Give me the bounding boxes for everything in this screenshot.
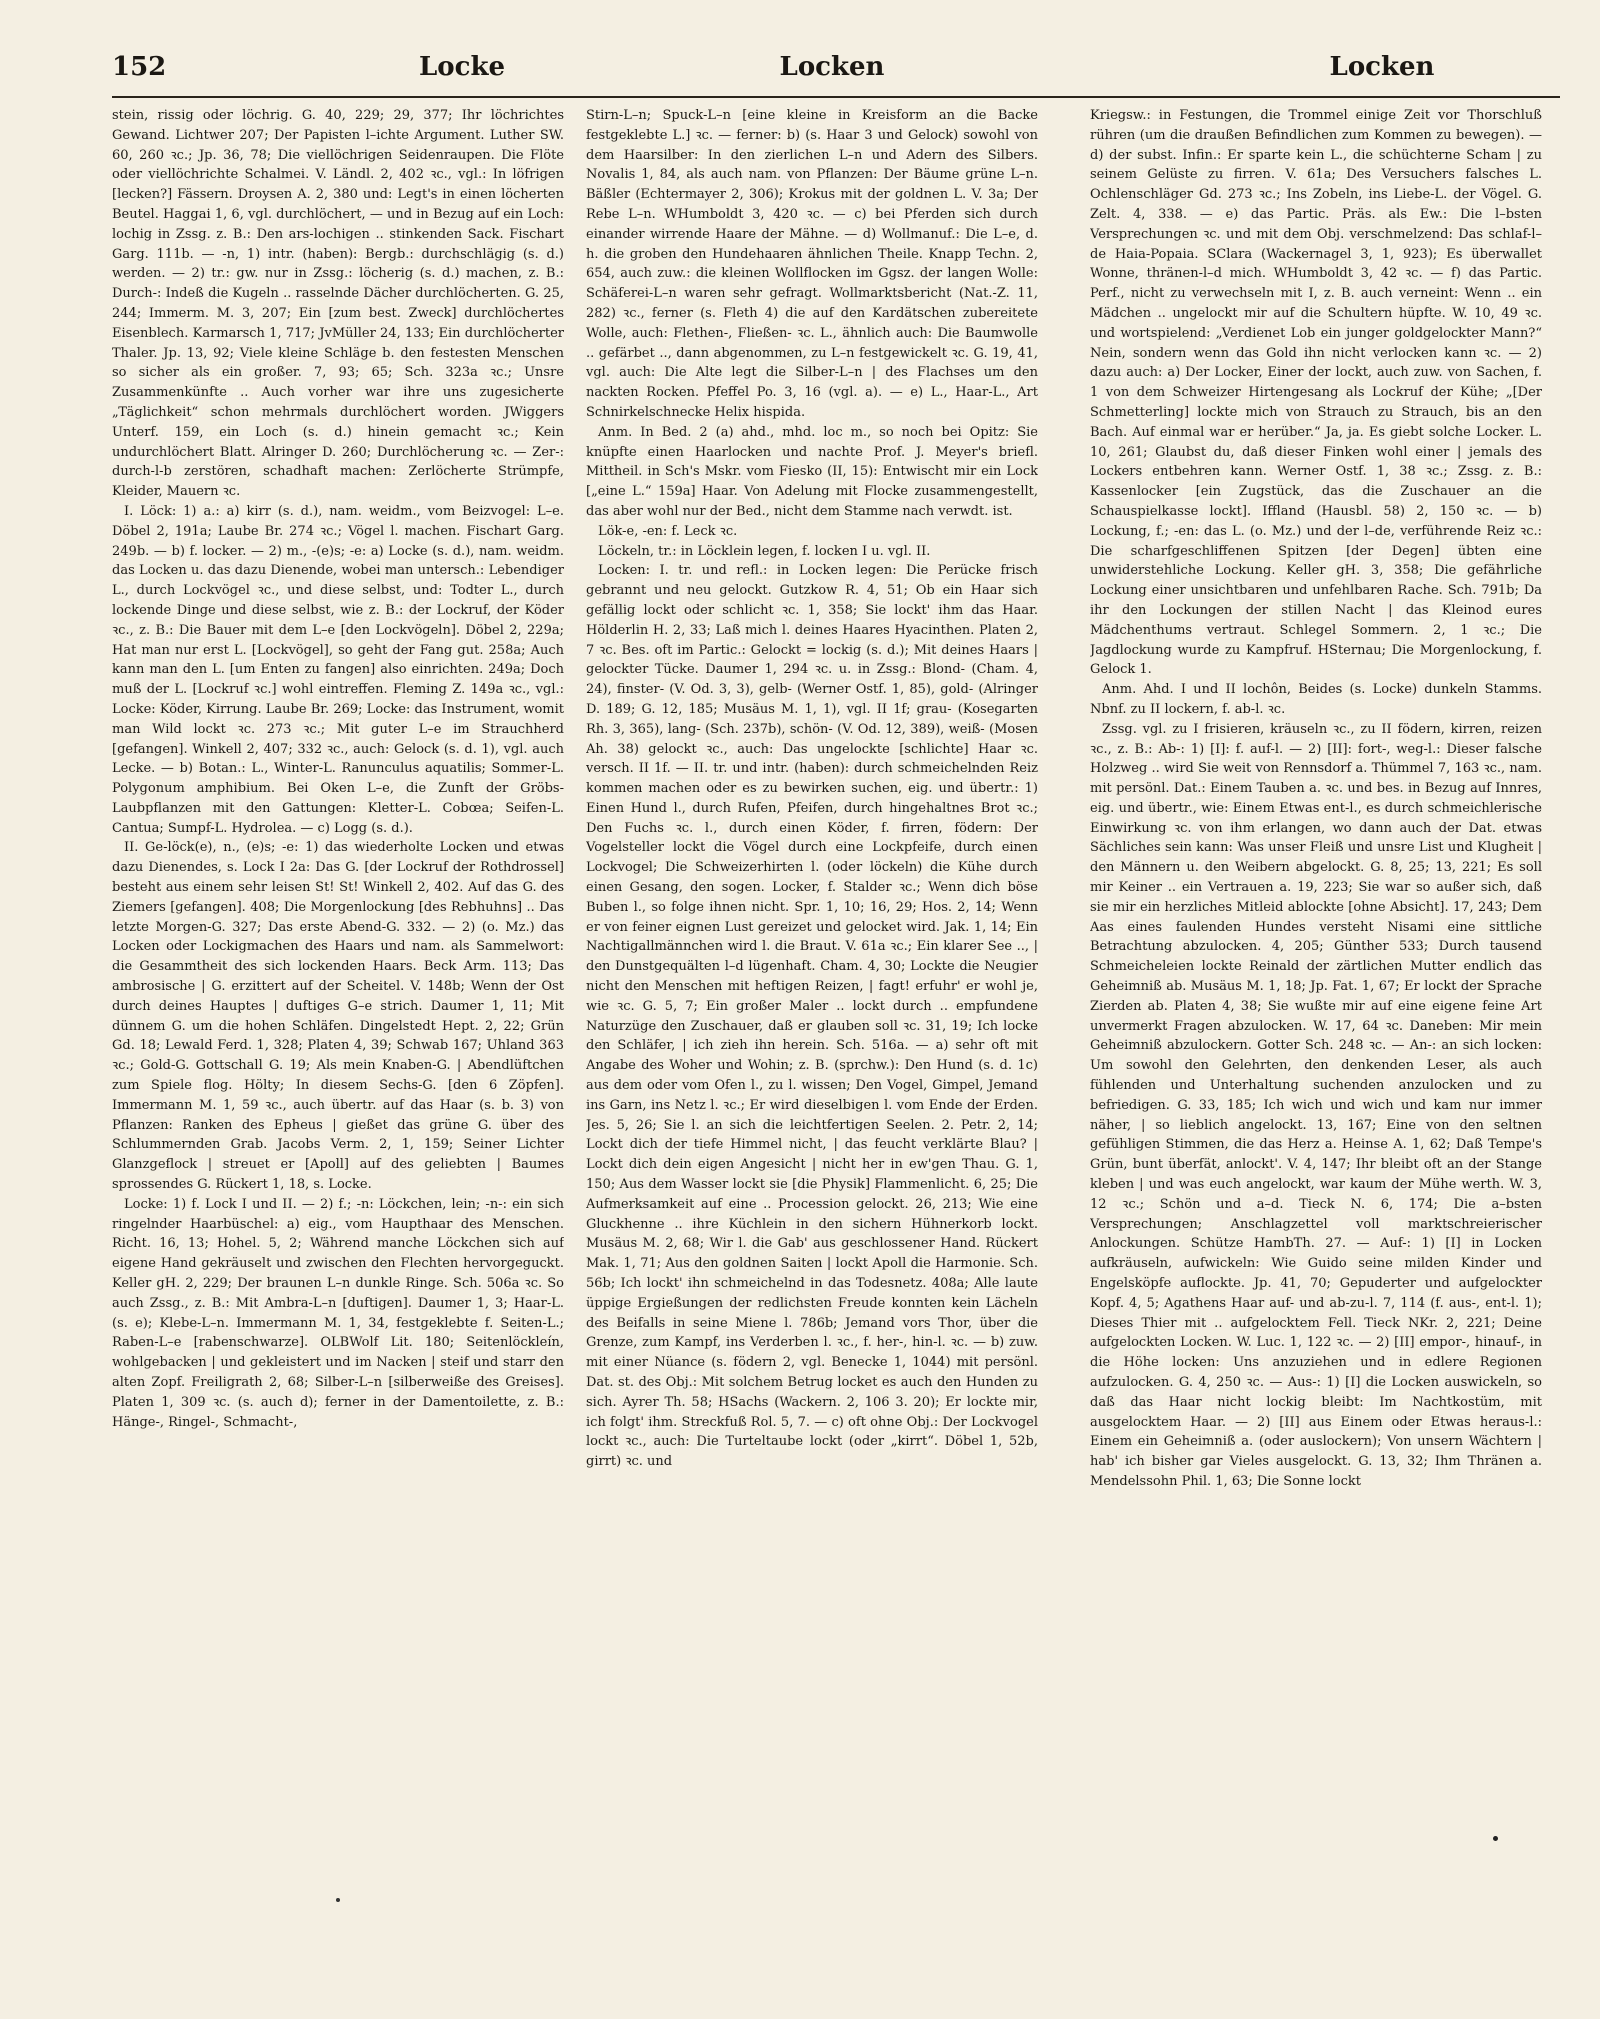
entry-paragraph: Locken: I. tr. und refl.: in Locken legen: Die Perücke frisch gebrannt und neu gelockt. Gutzkow R. 4, 51; Ob ein Haar sich gefällig lockt oder schlicht ꝛc. 1, 358; Sie lockt' ihm das Haar. Hölderlin H. 2, 33; Laß mich l. deines Haares Hyacinthen. Platen 2, 7 ꝛc. Bes. oft im Partic.: Gelockt = lockig (s. d.); Mit deines Haars | gelockter Tücke. Daumer 1, 294 ꝛc. u. in Zssg.: Blond- (Cham. 4, 24), finster- (V. Od. 3, 3), gelb- (Werner Ostf. 1, 85), gold- (Alringer D. 189; G. 12, 185; Musäus M. 1, 1), vgl. II 1f; grau- (Kosegarten Rh. 3, 365), lang- (Sch. 237b), schön- (V. Od. 12, 389), weiß- (Mosen Ah. 38) gelockt ꝛc., auch: Das ungelockte [schlichte] Haar ꝛc. versch. II 1f. — II. tr. und intr. (haben): durch schmeichelnden Reiz kommen machen oder es zu bewirken suchen, eig. und übertr.: 1) Einen Hund l., durch Rufen, Pfeifen, durch hingehaltnes Brot ꝛc.; Den Fuchs ꝛc. l., durch einen Köder, f. firren, födern: Der Vogelsteller lockt die Vögel durch eine Lockpfeife, durch einen Lockvogel; Die Schweizerhirten l. (oder löckeln) die Kühe durch einen Gesang, den sogen. Locker, f. Stalder ꝛc.; Wenn dich böse Buben l., so folge ihnen nicht. Spr. 1, 10; 16, 29; Hos. 2, 14; Wenn er von feiner eignen Lust gereizet und gelocket wird. Jak. 1, 14; Ein Nachtigallmännchen wird l. die Braut. V. 61a ꝛc.; Ein klarer See .., | den Dunstgequälten l–d lügenhaft. Cham. 4, 30; Lockte die Neugier nicht den Menschen mit heftigen Reizen, | fagt! erfuhr' er wohl je, wie ꝛc. G. 5, 7; Ein großer Maler .. lockt durch .. empfundene Naturzüge den Zuschauer, daß er glauben soll ꝛc. 31, 19; Ich locke den Schläfer, | ich zieh ihn herein. Sch. 516a. — a) sehr oft mit Angabe des Woher und Wohin; z. B. (sprchw.): Den Hund (s. d. 1c) aus dem oder vom Ofen l., zu l. wissen; Den Vogel, Gimpel, Jemand ins Garn, ins Netz l. ꝛc.; Er wird dieselbigen l. vom Ende der Erden. Jes. 5, 26; Sie l. an sich die leichtfertigen Seelen. 2. Petr. 2, 14; Lockt dich der tiefe Himmel nicht, | das feucht verklärte Blau? | Lockt dich dein eigen Angesicht | nicht her in ew'gen Thau. G. 1, 150; Aus dem Wasser lockt sie [die Physik] Flammenlicht. 6, 25; Die Aufmerksamkeit auf eine .. Procession gelockt. 26, 213; Wie eine Gluckhenne .. ihre Küchlein in den sichern Hühnerkorb lockt. Musäus M. 2, 68; Wir l. die Gab' aus geschlossener Hand. Rückert Mak. 1, 71; Aus den goldnen Saiten | lockt Apoll die Harmonie. Sch. 56b; Ich lockt' ihn schmeichelnd in das Todesnetz. 408a; Alle laute üppige Ergießungen der redlichsten Freude konnten kein Lächeln des Beifalls in seine Miene l. 786b; Jemand vors Thor, über die Grenze, zum Kampf, ins Verderben l. ꝛc., f. her-, hin-l. ꝛc. — b) zuw. mit einer Nüance (s. födern 2, vgl. Benecke 1, 1044) mit persönl. Dat. st. des Obj.: Mit solchem Betrug locket es auch den Hunden zu sich. Ayrer Th. 58; HSachs (Wackern. 2, 106 3. 20); Er lockte mir, ich folgt' ihm. Streckfuß Rol. 5, 7. — c) oft ohne Obj.: Der Lockvogel lockt ꝛc., auch: Die Turteltaube lockt (oder „kirrt“. Döbel 1, 52b, girrt) ꝛc. und xyxy=(586,563,1038,1470)
entry-paragraph: Kriegsw.: in Festungen, die Trommel einige Zeit vor Thorschluß rühren (um die draußen Befindlichen zum Kommen zu bewegen). — d) der subst. Infin.: Er sparte kein L., die schüchterne Scham | zu seinem Gelüste zu firren. V. 61a; Des Versuchers falsches L. Ochlenschläger Gd. 273 ꝛc.; Ins Zobeln, ins Liebe-L. der Vögel. G. Zelt. 4, 338. — e) das Partic. Präs. als Ew.: Die l–bsten Versprechungen ꝛc. und mit dem Obj. verschmelzend: Das schlaf-l–de Haia-Popaia. SClara (Wackernagel 3, 1, 923); Es überwallet Wonne, thränen-l–d mich. WHumboldt 3, 42 ꝛc. — f) das Partic. Perf., nicht zu verwechseln mit I, z. B. auch verneint: Wenn .. ein Mädchen .. ungelockt mir auf die Schultern hüpfte. W. 10, 49 ꝛc. und wortspielend: „Verdienet Lob ein junger goldgelockter Mann?“ Nein, sondern wenn das Gold ihn nicht verlocken kann ꝛc. — 2) dazu auch: a) Der Locker, Einer der lockt, auch zuw. von Sachen, f. 1 von dem Schweizer Hirtengesang als Lockruf der Kühe; „[Der Schmetterling] lockte mich von Strauch zu Strauch, bis an den Bach. Auf einmal war er herüber.“ Ja, ja. Es giebt solche Locker. L. 10, 261; Glaubst du, daß dieser Finken wohl einer | jemals des Lockers entbehren kann. Werner Ostf. 1, 38 ꝛc.; Zssg. z. B.: Kassenlocker [ein Zugstück, das die Zuschauer an die Schauspielkasse lockt]. Iffland (Hausbl. 58) 2, 150 ꝛc. — b) Lockung, f.; -en: das L. (o. Mz.) und der l–de, verführende Reiz ꝛc.: Die scharfgeschliffenen Spitzen [der Degen] übten eine unwiderstehliche Lockung. Keller gH. 3, 358; Die gefährliche Lockung einer unsichtbaren und unfehlbaren Rache. Sch. 791b; Da ihr den Lockungen der stillen Nacht | das Kleinod eures Mädchenthums vertraut. Schlegel Sommern. 2, 1 ꝛc.; Die Jagdlockung wurde zu Kampfruf. HSternau; Die Morgenlockung, f. Gelock 1. xyxy=(1090,108,1542,678)
center-running-head: Locken xyxy=(779,52,885,82)
ink-speck xyxy=(336,1898,340,1902)
entry-paragraph: Stirn-L–n; Spuck-L–n [eine kleine in Kreisform an die Backe festgeklebte L.] ꝛc. — ferner: b) (s. Haar 3 und Gelock) sowohl von dem Haarsilber: In den zierlichen L–n und Adern des Silbers. Novalis 1, 84, als auch nam. von Pflanzen: Der Bäume grüne L–n. Bäßler (Echtermayer 2, 306); Krokus mit der goldnen L. V. 3a; Der Rebe L–n. WHumboldt 3, 420 ꝛc. — c) bei Pferden sich durch einander wirrende Haare der Mähne. — d) Wollmanuf.: Die L–e, d. h. die groben den Hundehaaren ähnlichen Theile. Knapp Techn. 2, 654, auch zuw.: die kleinen Wollflocken im Ggsz. der langen Wolle: Schäferei-L–n waren sehr gefragt. Wollmarktsbericht (Nat.-Z. 11, 282) ꝛc., ferner (s. Fleth 4) die auf den Kardätschen zubereitete Wolle, auch: Flethen-, Fließen- ꝛc. L., ähnlich auch: Die Baumwolle .. gefärbet .., dann abgenommen, zu L–n festgewickelt ꝛc. G. 19, 41, vgl. auch: Die Alte legt die Silber-L–n | des Flachses um den nackten Rocken. Pfeffel Po. 3, 16 (vgl. a). — e) L., Haar-L., Art Schnirkelschnecke Helix hispida. xyxy=(586,108,1038,420)
entry-paragraph: Lök-e, -en: f. Leck ꝛc. xyxy=(598,523,738,539)
header-rule xyxy=(112,96,1560,98)
entry-paragraph: II. Ge-löck(e), n., (e)s; -e: 1) das wiederholte Locken und etwas dazu Dienendes, s. Lock I 2a: Das G. [der Lockruf der Rothdrossel] besteht aus einem sehr leisen St! St! Winkell 2, 402. Auf das G. des Ziemers [gefangen]. 408; Die Morgenlockung [des Rebhuhns] .. Das letzte Morgen-G. 327; Das erste Abend-G. 332. — 2) (o. Mz.) das Locken oder Lockigmachen des Haars und nam. als Sammelwort: die Gesammtheit des sich lockenden Haars. Beck Arm. 113; Das ambrosische | G. erzittert auf der Scheitel. V. 148b; Wenn der Ost durch deines Hauptes | duftiges G–e strich. Daumer 1, 11; Mit dünnem G. um die hohen Schläfen. Dingelstedt Hept. 2, 22; Grün Gd. 18; Lewald Ferd. 1, 328; Platen 4, 39; Schwab 167; Uhland 363 ꝛc.; Gold-G. Gottschall G. 19; Als mein Knaben-G. | Abendlüftchen zum Spiele flog. Hölty; In diesem Sechs-G. [den 6 Zöpfen]. Immermann M. 1, 59 ꝛc., auch übertr. auf das Haar (s. b. 3) von Pflanzen: Ranken des Epheus | gießet das grüne G. über des Schlummernden Grab. Jacobs Verm. 2, 1, 159; Seiner Lichter Glanzgeflock | streuet er [Apoll] auf des geliebten | Baumes sprossendes G. Rückert 1, 18, s. Locke. xyxy=(112,840,564,1193)
text-column-3 xyxy=(1090,106,1542,1986)
page-number: 152 xyxy=(112,52,167,82)
entry-paragraph: Anm. In Bed. 2 (a) ahd., mhd. loc m., so noch bei Opitz: Sie knüpfte einen Haarlocken und nachte Prof. J. Meyer's briefl. Mittheil. in Sch's Mskr. vom Fiesko (II, 15): Entwischt mir ein Lock [„eine L.“ 159a] Haar. Von Adelung mit Flocke zusammengestellt, das aber wohl nur der Bed., nicht dem Stamme nach verwdt. ist. xyxy=(586,424,1038,519)
entry-paragraph: Anm. Ahd. I und II lochôn, Beides (s. Locke) dunkeln Stamms. Nbnf. zu II lockern, f. ab-l. ꝛc. xyxy=(1090,682,1542,717)
entry-paragraph: Zssg. vgl. zu I frisieren, kräuseln ꝛc., zu II födern, kirren, reizen ꝛc., z. B.: Ab-: 1) [I]: f. auf-l. — 2) [II]: fort-, weg-l.: Dieser falsche Holzweg .. wird Sie weit von Rennsdorf a. Thümmel 7, 163 ꝛc., nam. mit persönl. Dat.: Einem Tauben a. ꝛc. und bes. in Bezug auf Innres, eig. und übertr., wie: Einem Etwas ent-l., es durch schmeichlerische Einwirkung ꝛc. von ihm erlangen, wo dann auch der Dat. etwas Sächliches sein kann: Was unser Fleiß und unsre List und Klugheit | den Männern u. den Weibern abgelockt. G. 8, 25; 13, 221; Es soll mir Keiner .. ein Vertrauen a. 19, 223; Sie war so außer sich, daß sie mir ein herzliches Mitleid ablockte [ohne Absicht]. 17, 243; Dem Aas eines faulenden Hundes versteht Nisami eine sittliche Betrachtung abzulocken. 4, 205; Günther 533; Durch tausend Schmeicheleien lockte Reinald der zärtlichen Mutter endlich das Geheimniß ab. Musäus M. 1, 18; Jp. Fat. 1, 67; Er lockt der Sprache Zierden ab. Platen 4, 38; Sie wußte mir auf eine eigene feine Art unvermerkt Fragen abzulocken. W. 17, 64 ꝛc. Daneben: Mir mein Geheimniß abzulockern. Gotter Sch. 248 ꝛc. — An-: an sich locken: Um sowohl den Gelehrten, den denkenden Leser, als auch fühlenden und Unterhaltung suchenden anzulocken und zu befriedigen. G. 33, 185; Ich wich und wich und kam nur immer näher, | so lieblich angelockt. 13, 167; Eine von den seltnen gefühligen Stimmen, die das Herz a. Heinse A. 1, 62; Daß Tempe's Grün, bunt überfät, anlockt'. V. 4, 147; Ihr bleibt oft an der Stange kleben | und was euch angelockt, war kaum der Mühe werth. W. 3, 12 ꝛc.; Schön und a–d. Tieck N. 6, 174; Die a–bsten Versprechungen; Anschlagzettel voll marktschreierischer Anlockungen. Schütze HambTh. 27. — Auf-: 1) [I] in Locken aufkräuseln, aufwickeln: Wie Guido seine milden Kinder und Engelsköpfe auflockte. Jp. 41, 70; Gepuderter und aufgelockter Kopf. 4, 5; Agathens Haar auf- und ab-zu-l. 7, 114 (f. aus-, ent-l. 1); Dieses Thier mit .. aufgelocktem Fell. Tieck NKr. 2, 221; Deine aufgelockten Locken. W. Luc. 1, 122 ꝛc. — 2) [II] empor-, hinauf-, in die Höhe locken: Uns anzuziehen und in edlere Regionen aufzulocken. G. 4, 250 ꝛc. — Aus-: 1) [I] die Locken auswickeln, so daß das Haar nicht lockig bleibt: Im Nachtkostüm, mit ausgelocktem Haar. — 2) [II] aus Einem oder Etwas heraus-l.: Einem ein Geheimniß a. (oder auslockern); Von unsern Wächtern | hab' ich bisher gar Vieles ausgelockt. G. 13, 32; Ihm Thränen a. Mendelssohn Phil. 1, 63; Die Sonne lockt xyxy=(1090,721,1542,1489)
entry-paragraph: stein, rissig oder löchrig. G. 40, 229; 29, 377; Ihr löchrichtes Gewand. Lichtwer 207; Der Papisten l–ichte Argument. Luther SW. 60, 260 ꝛc.; Jp. 36, 78; Die viellöchrigen Seidenraupen. Die Flöte oder viellöchrichte Schalmei. V. Ländl. 2, 402 ꝛc., vgl.: In löfrigen [lecken?] Fässern. Droysen A. 2, 380 und: Legt's in einen löcherten Beutel. Haggai 1, 6, vgl. durchlöchert, — und in Bezug auf ein Loch: lochig in Zssg. z. B.: Den ars-lochigen .. stinkenden Sack. Fischart Garg. 111b. — -n, 1) intr. (haben): Bergb.: durchschlägig (s. d.) werden. — 2) tr.: gw. nur in Zssg.: löcherig (s. d.) machen, z. B.: Durch-: Indeß die Kugeln .. rasselnde Dächer durchlöcherten. G. 25, 244; Immerm. M. 3, 207; Ein [zum best. Zweck] durchlöchertes Eisenblech. Karmarsch 1, 717; JvMüller 24, 133; Ein durchlöcherter Thaler. Jp. 13, 92; Viele kleine Schläge b. den festesten Menschen so sicher als ein großer. 7, 93; 65; Sch. 323a ꝛc.; Unsre Zusammenkünfte .. Auch vorher war ihre uns zugesicherte „Täglichkeit“ schon mehrmals durchlöchert worden. JWiggers Unterf. 159, ein Loch (s. d.) hinein gemacht ꝛc.; Kein undurchlöchert Blatt. Alringer D. 260; Durchlöcherung ꝛc. — Zer-: durch-l-b zerstören, schadhaft machen: Zerlöcherte Strümpfe, Kleider, Mauern ꝛc. xyxy=(112,108,564,500)
entry-paragraph: Locke: 1) f. Lock I und II. — 2) f.; -n: Löckchen, lein; -n-: ein sich ringelnder Haarbüschel: a) eig., vom Haupthaar des Menschen. Richt. 16, 13; Hohel. 5, 2; Während manche Löckchen sich auf eigene Hand gekräuselt und zwischen den Flechten hervorgeguckt. Keller gH. 2, 229; Der braunen L–n dunkle Ringe. Sch. 506a ꝛc. So auch Zssg., z. B.: Mit Ambra-L–n [duftigen]. Daumer 1, 3; Haar-L. (s. e); Klebe-L–n. Immermann M. 1, 34, festgeklebte f. Seiten-L.; Raben-L–e [rabenschwarze]. OLBWolf Lit. 180; Seitenlöckleín, wohlgebacken | und gekleistert und im Nacken | steif und starr den alten Zopf. Freiligrath 2, 68; Silber-L–n [silberweiße des Greises]. Platen 1, 309 ꝛc. (s. auch d); ferner in der Damentoilette, z. B.: Hänge-, Ringel-, Schmacht-, xyxy=(112,1196,564,1430)
left-running-head: Locke xyxy=(418,52,505,82)
text-column-2 xyxy=(586,106,1038,1986)
page-header xyxy=(112,52,1560,92)
text-column-1 xyxy=(112,106,564,1986)
entry-paragraph: Löckeln, tr.: in Löcklein legen, f. locken I u. vgl. II. xyxy=(598,543,931,559)
ink-speck xyxy=(1493,1836,1498,1841)
entry-paragraph: I. Löck: 1) a.: a) kirr (s. d.), nam. weidm., vom Beizvogel: L–e. Döbel 2, 191a; Laube Br. 274 ꝛc.; Vögel l. machen. Fischart Garg. 249b. — b) f. locker. — 2) m., -(e)s; -e: a) Locke (s. d.), nam. weidm. das Locken u. das dazu Dienende, wobei man untersch.: Lebendiger L., durch Lockvögel ꝛc., und diese selbst, und: Todter L., durch lockende Dinge und diese selbst, wie z. B.: der Lockruf, der Köder ꝛc., z. B.: Die Bauer mit dem L–e [den Lockvögeln]. Döbel 2, 229a; Hat man nur erst L. [Lockvögel], so geht der Fang gut. 258a; Auch kann man den L. [um Enten zu fangen] also einrichten. 249a; Doch muß der L. [Lockruf ꝛc.] wohl eintreffen. Fleming Z. 149a ꝛc., vgl.: Locke: Köder, Kirrung. Laube Br. 269; Locke: das Instrument, womit man Wild lockt ꝛc. 273 ꝛc.; Mit guter L–e im Strauchherd [gefangen]. Winkell 2, 407; 332 ꝛc., auch: Gelock (s. d. 1), vgl. auch Lecke. — b) Botan.: L., Winter-L. Ranunculus aquatilis; Sommer-L. Polygonum amphibium. Bei Oken L–e, die Zunft der Gröbs-Laubpflanzen mit den Gattungen: Kletter-L. Cobœa; Seifen-L. Cantua; Sumpf-L. Hydrolea. — c) Logg (s. d.). xyxy=(112,503,564,836)
right-running-head: Locken xyxy=(1329,52,1435,82)
